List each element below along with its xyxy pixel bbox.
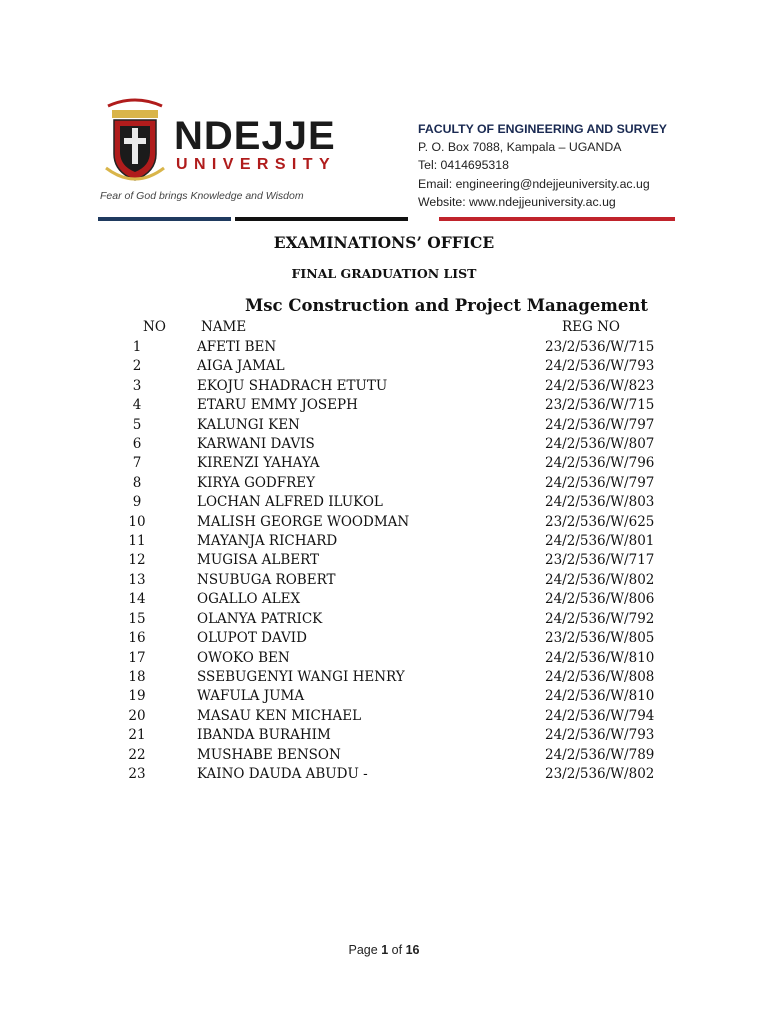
student-name: MAYANJA RICHARD: [197, 533, 338, 550]
table-row: [0, 629, 768, 648]
student-name: MUGISA ALBERT: [197, 552, 320, 569]
row-number: 16: [128, 630, 146, 647]
brand-name: NDEJJE: [174, 114, 336, 158]
table-row: [0, 610, 768, 629]
student-name: MALISH GEORGE WOODMAN: [197, 513, 410, 530]
divider-black: [235, 217, 408, 221]
row-number: 17: [128, 649, 146, 666]
student-name: NSUBUGA ROBERT: [197, 571, 336, 588]
column-header-reg: REG NO: [562, 319, 620, 335]
student-name: IBANDA BURAHIM: [197, 727, 331, 744]
table-row: [0, 338, 768, 357]
faculty-name: FACULTY OF ENGINEERING AND SURVEY: [418, 122, 667, 136]
row-number: 6: [132, 436, 142, 453]
student-name: AFETI BEN: [197, 339, 277, 355]
postal-address: P. O. Box 7088, Kampala – UGANDA: [418, 140, 622, 155]
registration-number: 23/2/536/W/805: [545, 630, 655, 647]
motto: Fear of God brings Knowledge and Wisdom: [100, 190, 304, 202]
telephone: Tel: 0414695318: [418, 158, 509, 173]
table-row: [0, 687, 768, 706]
registration-number: 24/2/536/W/801: [545, 533, 655, 550]
table-row: [0, 726, 768, 745]
table-row: [0, 590, 768, 609]
column-header-name: NAME: [201, 319, 247, 335]
divider-red: [439, 217, 675, 221]
row-number: 12: [128, 552, 146, 569]
row-number: 7: [132, 455, 142, 472]
student-name: OWOKO BEN: [197, 649, 290, 666]
table-row: [0, 649, 768, 668]
registration-number: 24/2/536/W/794: [545, 707, 655, 724]
graduation-table: [0, 338, 768, 784]
table-row: [0, 435, 768, 454]
table-row: [0, 357, 768, 376]
student-name: ETARU EMMY JOSEPH: [197, 397, 358, 414]
page-of: of: [391, 943, 403, 957]
row-number: 4: [132, 397, 142, 414]
registration-number: 24/2/536/W/806: [545, 591, 655, 608]
student-name: SSEBUGENYI WANGI HENRY: [197, 668, 405, 685]
student-name: KALUNGI KEN: [197, 416, 300, 433]
table-row: [0, 416, 768, 435]
registration-number: 24/2/536/W/807: [545, 436, 655, 453]
row-number: 22: [128, 746, 146, 763]
table-row: [0, 454, 768, 473]
student-name: MUSHABE BENSON: [197, 746, 341, 763]
brand-subtitle: UNIVERSITY: [176, 156, 337, 173]
student-name: KAINO DAUDA ABUDU -: [197, 765, 368, 782]
registration-number: 24/2/536/W/793: [545, 727, 655, 744]
table-row: [0, 668, 768, 687]
email: Email: engineering@ndejjeuniversity.ac.ug: [418, 176, 650, 191]
table-row: [0, 532, 768, 551]
registration-number: 23/2/536/W/625: [545, 513, 655, 530]
row-number: 15: [128, 610, 146, 627]
table-row: [0, 377, 768, 396]
row-number: 13: [128, 571, 146, 588]
row-number: 3: [132, 377, 142, 394]
program-title: Msc Construction and Project Management: [245, 296, 648, 315]
table-row: [0, 765, 768, 784]
student-name: EKOJU SHADRACH ETUTU: [197, 377, 388, 394]
student-name: OLANYA PATRICK: [197, 610, 323, 627]
contact-block: [418, 120, 667, 211]
student-name: MASAU KEN MICHAEL: [197, 707, 362, 724]
registration-number: 23/2/536/W/715: [545, 339, 655, 355]
row-number: 18: [128, 668, 146, 685]
table-row: [0, 493, 768, 512]
page-word: Page: [348, 943, 378, 957]
registration-number: 23/2/536/W/802: [545, 765, 655, 782]
registration-number: 24/2/536/W/803: [545, 494, 655, 511]
list-title: FINAL GRADUATION LIST: [291, 266, 477, 281]
registration-number: 24/2/536/W/823: [545, 377, 655, 394]
student-name: KIRYA GODFREY: [197, 474, 316, 491]
row-number: 11: [128, 533, 146, 550]
divider-navy: [98, 217, 231, 221]
registration-number: 24/2/536/W/796: [545, 455, 655, 472]
student-name: OGALLO ALEX: [197, 591, 301, 608]
row-number: 21: [128, 727, 146, 744]
student-name: OLUPOT DAVID: [197, 630, 307, 647]
website: Website: www.ndejjeuniversity.ac.ug: [418, 194, 616, 209]
page-footer: [0, 943, 768, 957]
row-number: 10: [128, 513, 146, 530]
row-number: 19: [128, 688, 146, 705]
row-number: 9: [132, 494, 142, 511]
table-row: [0, 396, 768, 415]
registration-number: 24/2/536/W/808: [545, 668, 655, 685]
row-number: 14: [128, 591, 146, 608]
student-name: LOCHAN ALFRED ILUKOL: [197, 494, 383, 511]
registration-number: 24/2/536/W/802: [545, 571, 655, 588]
university-crest-icon: [102, 98, 168, 186]
registration-number: 24/2/536/W/789: [545, 746, 655, 763]
row-number: 5: [132, 416, 142, 433]
row-number: 20: [128, 707, 146, 724]
table-row: [0, 571, 768, 590]
student-name: WAFULA JUMA: [197, 688, 305, 705]
column-header-no: NO: [143, 319, 166, 335]
row-number: 2: [132, 358, 142, 375]
registration-number: 24/2/536/W/797: [545, 474, 655, 491]
letterhead: [98, 96, 676, 226]
registration-number: 24/2/536/W/810: [545, 688, 655, 705]
student-name: KIRENZI YAHAYA: [197, 455, 320, 472]
registration-number: 23/2/536/W/717: [545, 552, 655, 569]
row-number: 23: [128, 765, 146, 782]
table-row: [0, 746, 768, 765]
student-name: KARWANI DAVIS: [197, 436, 315, 453]
row-number: 8: [132, 474, 142, 491]
registration-number: 23/2/536/W/715: [545, 397, 655, 414]
page-total: 16: [405, 943, 420, 957]
registration-number: 24/2/536/W/810: [545, 649, 655, 666]
student-name: AIGA JAMAL: [197, 358, 285, 375]
row-number: 1: [132, 339, 142, 355]
registration-number: 24/2/536/W/797: [545, 416, 655, 433]
table-row: [0, 707, 768, 726]
table-row: [0, 474, 768, 493]
office-heading: EXAMINATIONS’ OFFICE: [273, 233, 495, 252]
table-row: [0, 513, 768, 532]
table-row: [0, 551, 768, 570]
page-current: 1: [381, 943, 389, 957]
registration-number: 24/2/536/W/793: [545, 358, 655, 375]
registration-number: 24/2/536/W/792: [545, 610, 655, 627]
